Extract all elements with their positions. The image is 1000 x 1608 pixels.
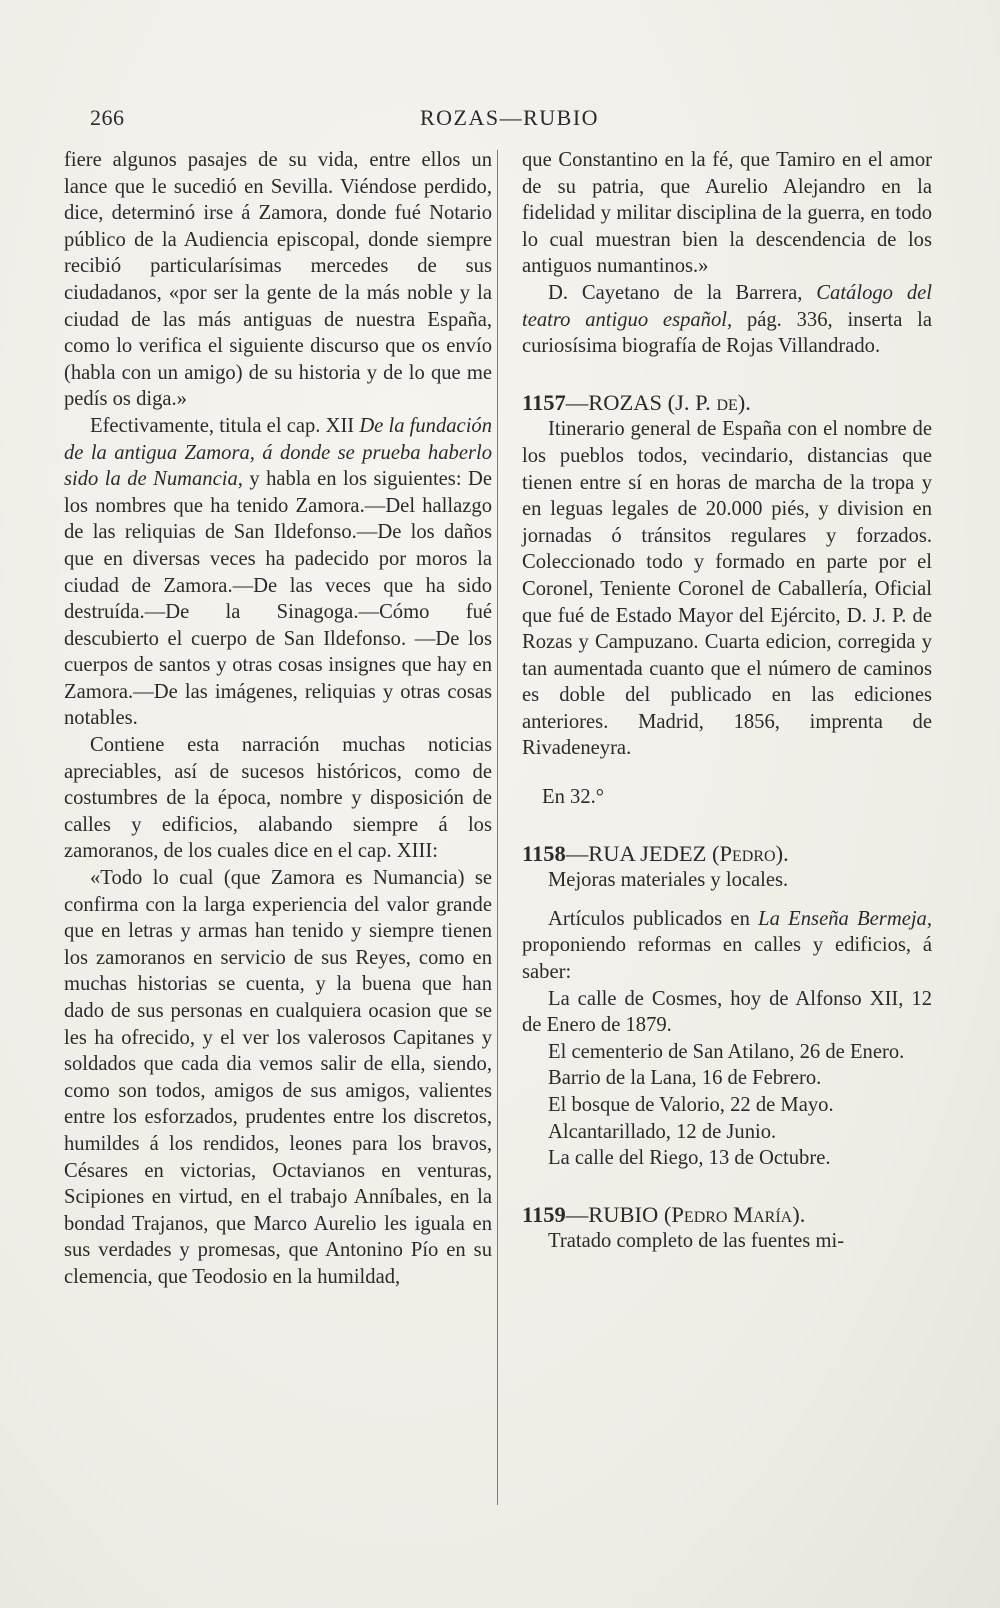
entry-given-name: Pedro [719, 840, 776, 866]
text-run: proponiendo reformas en calles y edificios, á saber: [522, 934, 932, 984]
entry-1158-title: Mejoras materiales y locales. [548, 869, 789, 892]
list-item: Alcantarillado, 12 de Junio. [548, 1120, 777, 1143]
entry-close: ). [775, 840, 789, 866]
entry-1157-format: En 32.° [542, 786, 605, 809]
dash: — [565, 1201, 589, 1227]
column-divider [497, 150, 498, 1505]
list-item: Barrio de la Lana, 16 de Febrero. [548, 1067, 822, 1090]
text-run: y habla en los siguientes: De los nombres que ha tenido Zamora.—Del hallazgo de las reliquias de San Ildefonso.—De los daños que en diversas veces ha padecido por moros la ciudad de Zamora.—De las veces que ha sido destruída.—De la Sinagoga.—Cómo fué descubierto el cuerpo de San Ildefonso. —De los cuerpos de santos y otras cosas insignes que hay en Zamora.—De las imágenes, reliquias y otras cosas notables. [64, 468, 492, 730]
left-paragraph-2 [64, 413, 492, 732]
text-run: pág. 336, inserta la curiosísima biografía de Rojas Villandrado. [522, 308, 932, 358]
entry-name: RUBIO [588, 1201, 659, 1227]
entry-close: ). [792, 1201, 806, 1227]
dash: — [565, 389, 589, 415]
entry-number: 1159 [522, 1201, 566, 1227]
entry-1157-heading [522, 390, 932, 417]
entry-1159-text: Tratado completo de las fuentes mi- [548, 1230, 845, 1253]
page-number: 266 [90, 105, 125, 130]
gap [522, 894, 932, 906]
text-run: Artículos publicados en [548, 907, 759, 930]
italic-title: Catálogo del teatro antiguo español, [522, 281, 932, 331]
running-head: ROZAS—RUBIO [420, 105, 600, 130]
list-item: La calle del Riego, 13 de Octubre. [548, 1147, 831, 1170]
entry-name: ROZAS [588, 389, 663, 415]
entry-1157-text: Itinerario general de España con el nombre de los pueblos todos, vecindario, distancias que tienen entre sí en horas de marcha de la tropa y en leguas legales de 20.000 piés, y division en jornadas ó tránsitos regulares y forzados. Coleccionado todo y formado en parte por el Coronel, Teniente Coronel de Caballería, Oficial que fué de Estado Mayor del Ejército, D. J. P. de Rozas y Campuzano. Cuarta edicion, corregida y tan aumentada cuanto que el número de caminos es doble del publicado en las ediciones anteriores. Madrid, 1856, imprenta de Rivadeneyra. [522, 418, 932, 760]
entry-name: RUA JEDEZ [588, 840, 707, 866]
left-paragraph-3: Contiene esta narración muchas noticias apreciables, así de sucesos históricos, como de costumbres de la época, nombre y disposición de calles y edificios, alabando siempre á los zamoranos, de los cuales dice en el cap. XIII: [64, 734, 492, 863]
entry-number: 1158 [522, 840, 566, 866]
dash: — [565, 840, 589, 866]
right-paragraph-1: que Constantino en la fé, que Tamiro en el amor de su patria, que Aurelio Alejandro en la fidelidad y militar disciplina de la guerra, en todo lo cual muestran bien la descendencia de los antiguos numantinos.» [522, 149, 932, 278]
text-run: Efectivamente, titula el cap. XII [90, 414, 360, 437]
left-paragraph-4-quote: «Todo lo cual (que Zamora es Numancia) se confirma con la larga experiencia del valor grande que en letras y armas han tenido y siempre tienen los zamoranos en servicio de sus Reyes, como en muchas historias se cuenta, y la buena que han dado de sus personas en cualquiera ocasion que se les ha ofrecido, y el ver los valerosos Capitanes y soldados que cada dia vemos salir de ella, siendo, como son todos, amigos de sus amigos, valientes entre los esforzados, prudentes entre los discretos, humildes á los rendidos, leones para los bravos, Césares en victorias, Octavianos en venturas, Scipiones en virtud, en el trabajo Anníbales, en la bondad Trajanos, que Marco Aurelio les iguala en sus verdades y promesas, que Antonino Pío en su clemencia, que Teodosio en la humildad, [64, 867, 492, 1288]
entry-1158-heading [522, 841, 932, 868]
italic-title: De la fundación de la antigua Zamora, á donde se prueba haberlo sido la de Numancia, [64, 414, 493, 491]
list-item: El cementerio de San Atilano, 26 de Enero. [548, 1040, 905, 1063]
left-paragraph-1: fiere algunos pasajes de su vida, entre ellos un lance que le sucedió en Sevilla. Viéndose perdido, dice, determinó irse á Zamora, donde fué Notario público de la Audiencia episcopal, donde siempre recibió particularísimas mercedes de sus ciudadanos, «por ser la gente de la más noble y la ciudad de las más antiguas de nuestra España, como lo verifica el siguiente discurso que os envío (habla con un amigo) de su historia y de lo que me pedís os diga.» [64, 149, 492, 411]
entry-paren: ( [706, 840, 720, 866]
entry-paren: ( [658, 1201, 672, 1227]
entry-close: ). [737, 389, 751, 415]
entry-1158-description [522, 906, 932, 986]
page-header [60, 105, 940, 139]
entry-1159-heading [522, 1202, 932, 1229]
list-item: La calle de Cosmes, hoy de Alfonso XII, 12 de Enero de 1879. [522, 987, 932, 1037]
right-paragraph-2 [522, 280, 932, 360]
entry-number: 1157 [522, 389, 566, 415]
entry-initials: (J. P. [667, 389, 717, 415]
right-column [522, 147, 932, 1255]
entry-particle: de [716, 389, 738, 415]
left-column [64, 147, 492, 1291]
list-item: El bosque de Valorio, 22 de Mayo. [548, 1094, 834, 1116]
text-run: D. Cayetano de la Barrera, [548, 281, 817, 304]
italic-title: La Enseña Bermeja, [758, 907, 933, 930]
entry-given-name: Pedro María [671, 1201, 793, 1227]
